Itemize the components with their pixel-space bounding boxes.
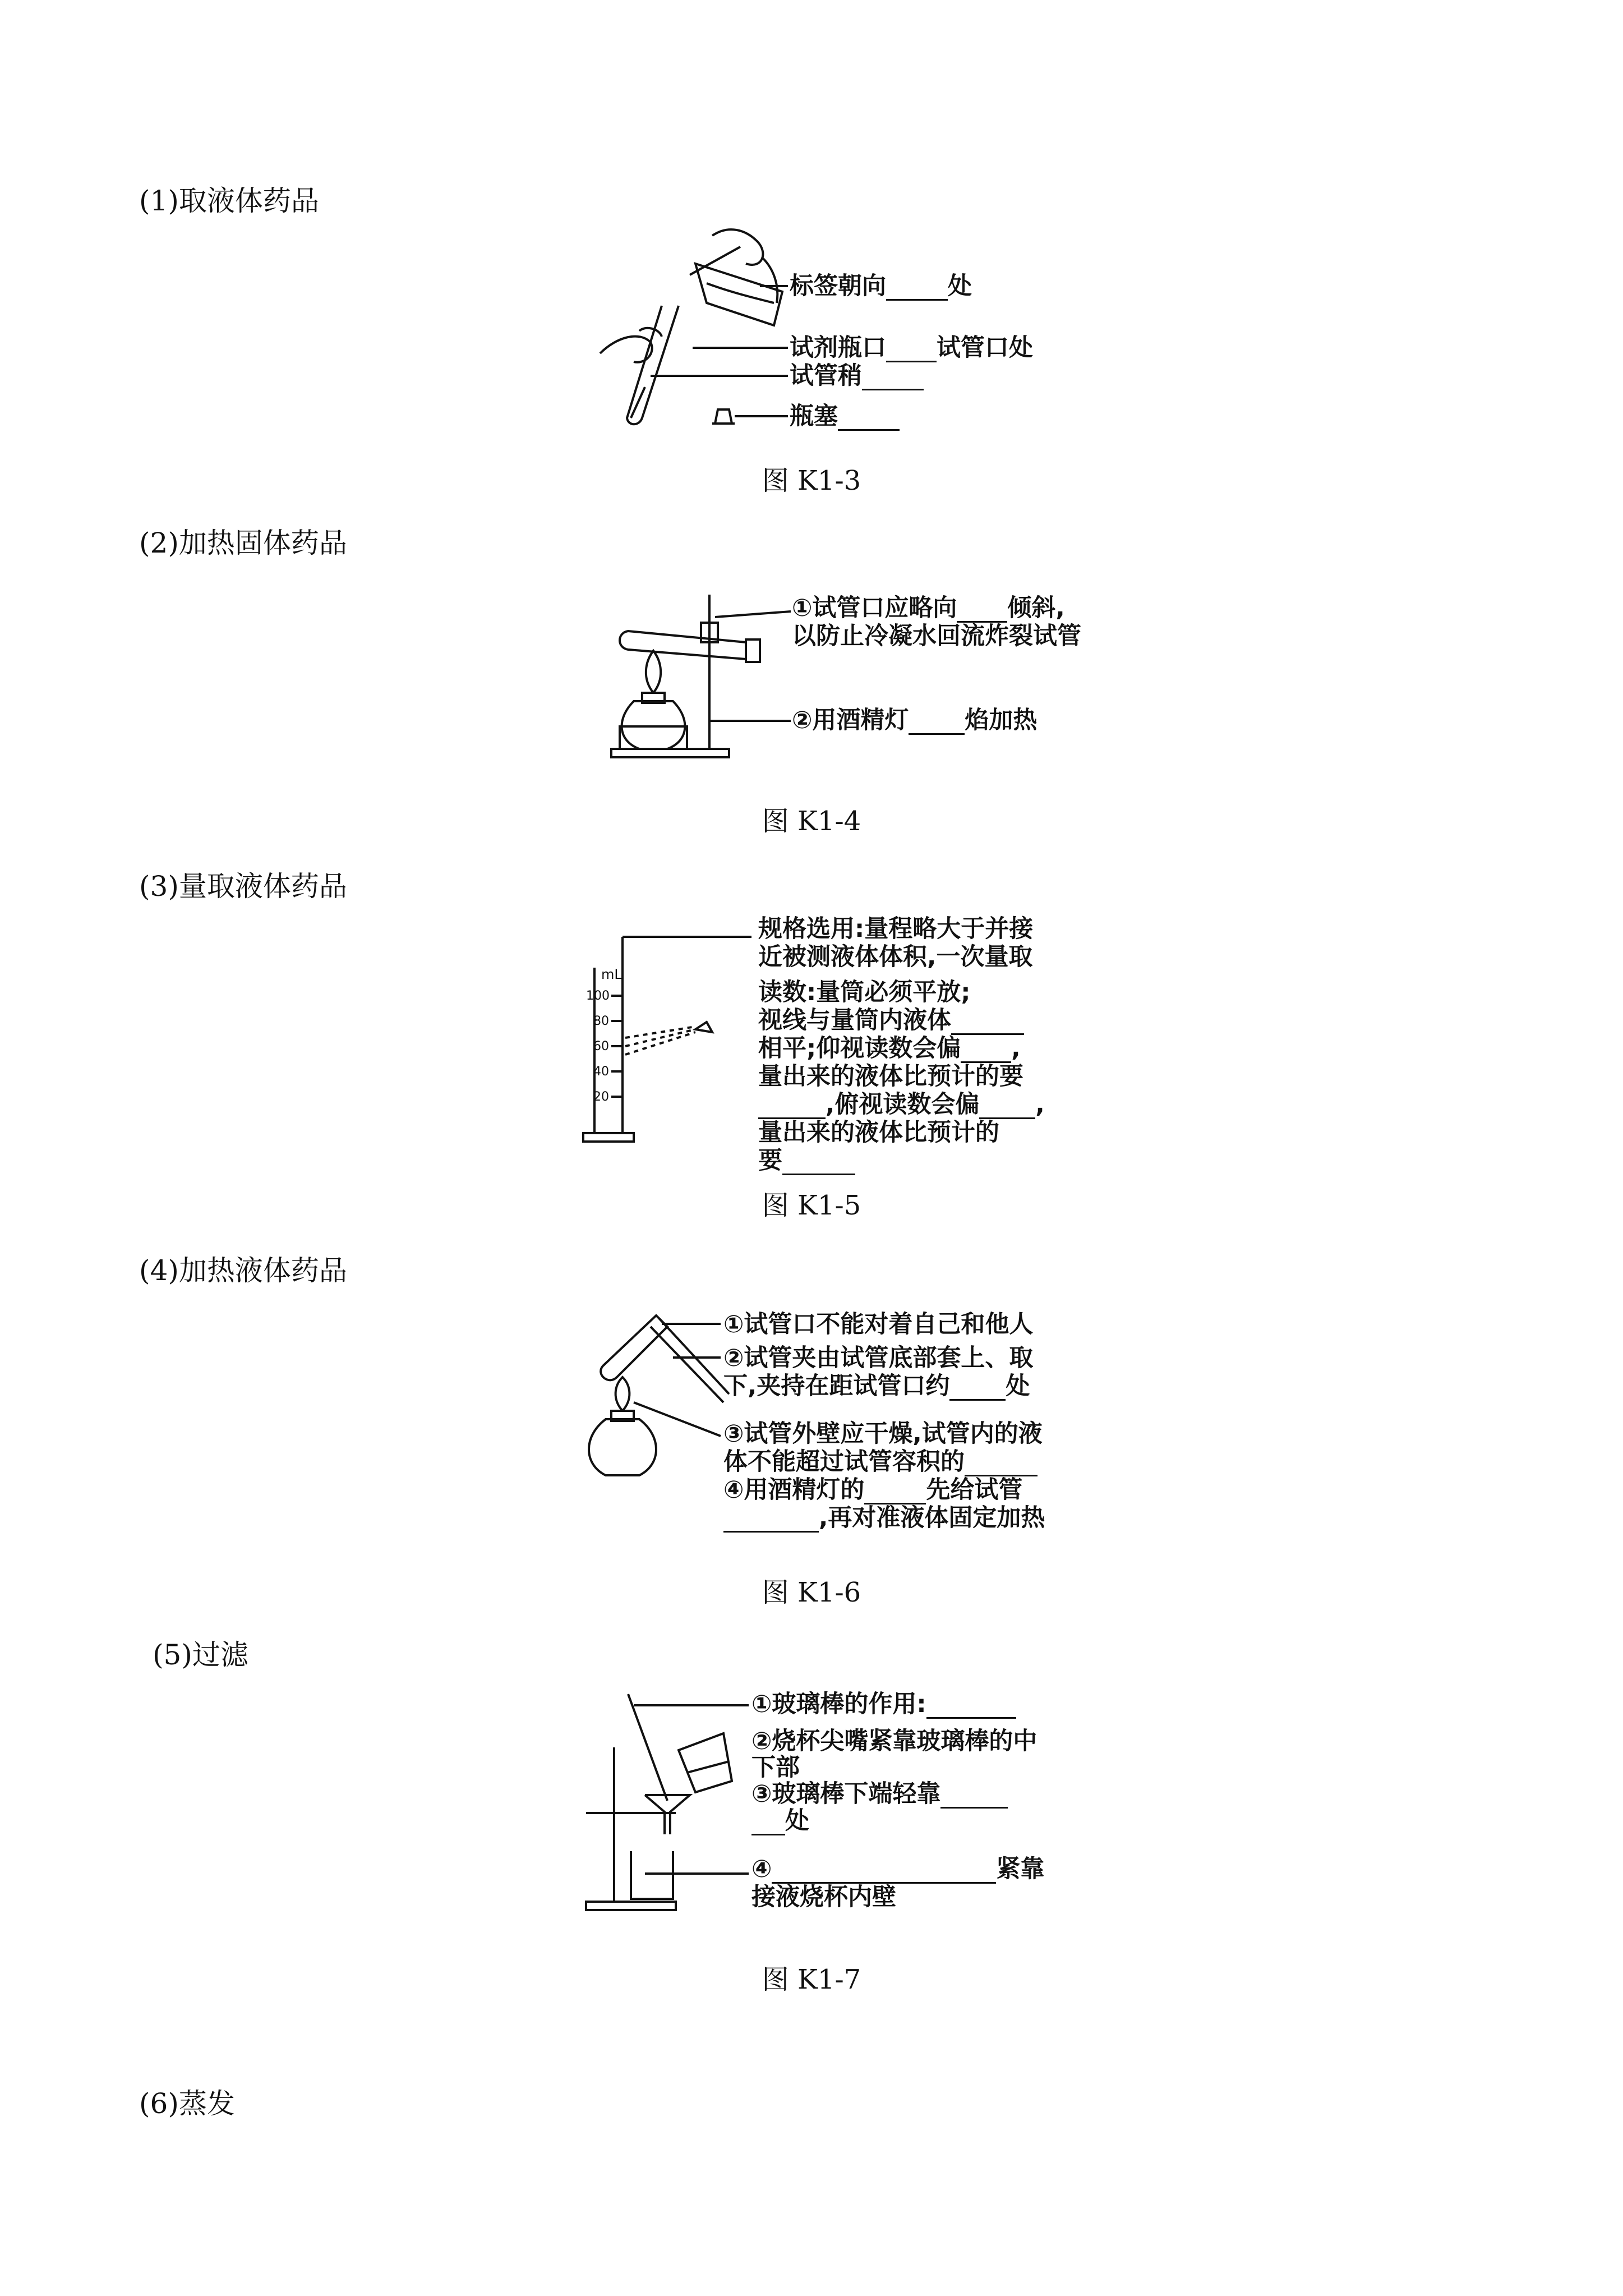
label-reading-4: 量出来的液体比预计的要 (758, 1062, 1023, 1091)
answer-blank[interactable] (772, 1860, 996, 1884)
section-5-title: (5)过滤 (153, 1639, 248, 1671)
label-tube-mouth-direction: ①试管口不能对着自己和他人 (723, 1310, 1034, 1338)
label-bottle-mouth: 试剂瓶口 试管口处 (790, 334, 1033, 362)
cylinder-tick-label: 20 (593, 1090, 609, 1104)
label-dry-outer-wall: ③试管外壁应干燥,试管内的液 (723, 1420, 1043, 1448)
section-4-title: (4)加热液体药品 (139, 1254, 347, 1287)
label-reading-1: 读数:量筒必须平放; (758, 978, 971, 1006)
label-reading-2: 视线与量筒内液体 (758, 1006, 1024, 1035)
label-holder-2: 下,夹持在距试管口约 处 (723, 1372, 1030, 1400)
figure-caption-k1-7: 图 K1-7 (762, 1964, 861, 1995)
label-reading-3: 相平;仰视读数会偏 , (758, 1034, 1021, 1062)
label-reading-7: 要 (758, 1146, 855, 1175)
label-tube-tilt: 试管稍 (790, 361, 924, 390)
label-reading-6: 量出来的液体比预计的 (758, 1119, 999, 1147)
label-reading-5: ,俯视读数会偏 , (758, 1090, 1045, 1119)
label-funnel-tip-2: 接液烧杯内壁 (751, 1883, 896, 1911)
cylinder-tick-label: 40 (593, 1065, 609, 1079)
label-spec-2: 近被测液体体积,一次量取 (758, 943, 1033, 971)
label-rod-lower-end-2: 处 (751, 1806, 809, 1835)
section-1-title: (1)取液体药品 (139, 185, 319, 217)
label-lamp-preheat: ④用酒精灯的 先给试管 (723, 1476, 1023, 1504)
section-6-title: (6)蒸发 (139, 2087, 235, 2120)
answer-blank[interactable] (751, 1811, 785, 1835)
label-label-facing: 标签朝向 处 (790, 272, 972, 300)
label-spec-1: 规格选用:量程略大于并接 (758, 915, 1034, 943)
label-tube-mouth-tilt: ①试管口应略向 倾斜, (792, 594, 1065, 622)
label-prevent-cracking: 以防止冷凝水回流炸裂试管 (792, 622, 1081, 650)
section-2-title: (2)加热固体药品 (139, 527, 347, 559)
figure-caption-k1-4: 图 K1-4 (762, 806, 861, 837)
label-beaker-spout-2: 下部 (751, 1754, 800, 1782)
cylinder-tick-label: 100 (586, 989, 610, 1003)
answer-blank[interactable] (940, 1784, 1008, 1809)
label-rod-lower-end-1: ③玻璃棒下端轻靠 (751, 1779, 1008, 1809)
label-beaker-spout-1: ②烧杯尖嘴紧靠玻璃棒的中 (751, 1727, 1038, 1755)
label-holder-1: ②试管夹由试管底部套上、取 (723, 1344, 1034, 1372)
cylinder-unit: mL (601, 967, 622, 982)
answer-blank[interactable] (926, 1695, 1016, 1719)
figure-caption-k1-6: 图 K1-6 (762, 1577, 861, 1608)
label-flame: ②用酒精灯 焰加热 (792, 706, 1038, 734)
label-volume-limit: 体不能超过试管容积的 (723, 1447, 1038, 1476)
label-funnel-tip-1: ④ 紧靠 (751, 1855, 1045, 1883)
section-3-title: (3)量取液体药品 (139, 870, 347, 903)
figure-caption-k1-3: 图 K1-3 (762, 465, 861, 496)
cylinder-tick-label: 60 (593, 1039, 609, 1053)
label-stopper: 瓶塞 (790, 402, 900, 431)
label-fixed-heating: ,再对准液体固定加热 (723, 1503, 1045, 1533)
cylinder-tick-label: 80 (593, 1014, 609, 1028)
label-glass-rod-role: ①玻璃棒的作用: (751, 1690, 1016, 1719)
figure-caption-k1-5: 图 K1-5 (762, 1190, 861, 1221)
